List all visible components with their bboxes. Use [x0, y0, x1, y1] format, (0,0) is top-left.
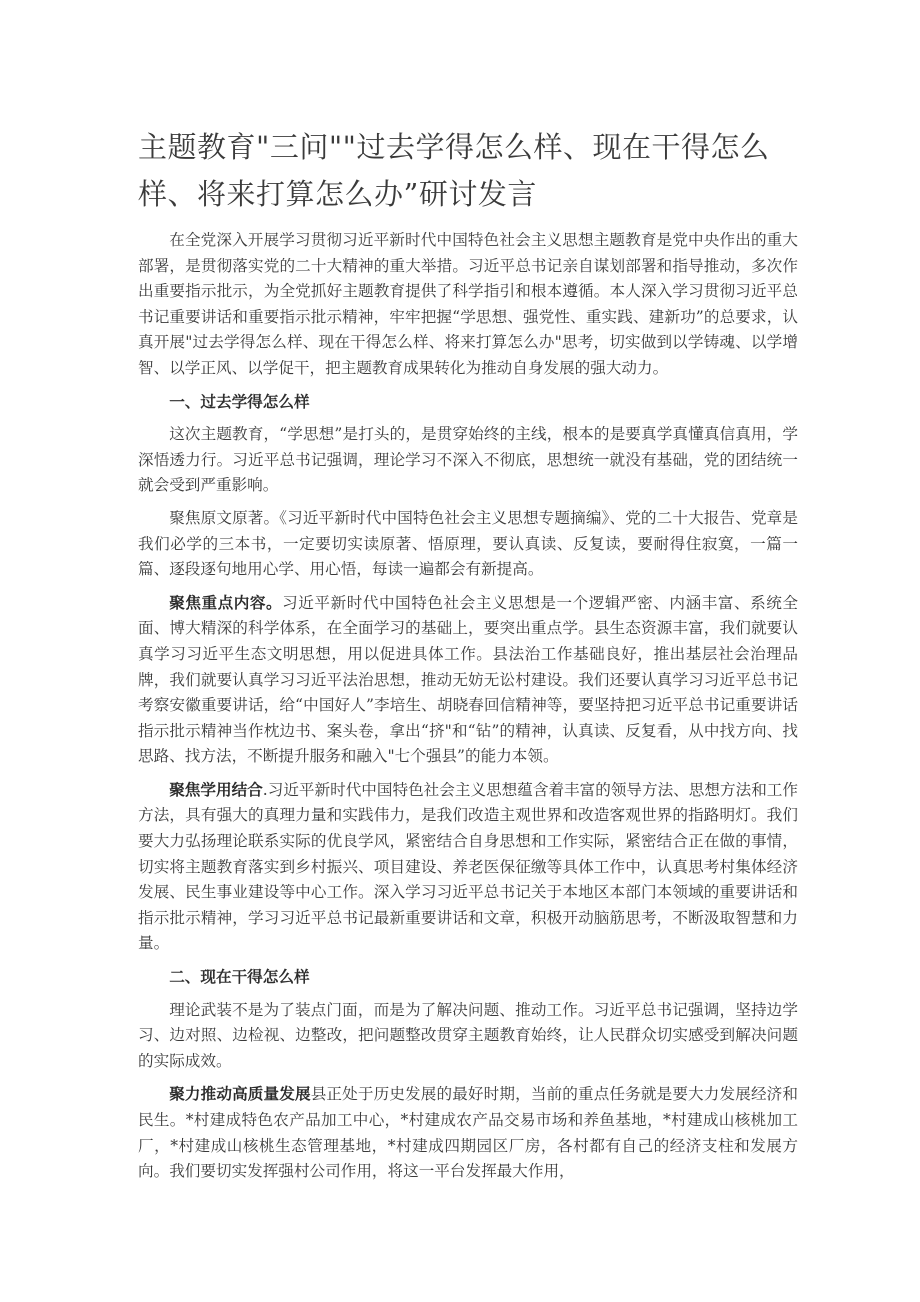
section2-paragraph-1: 理论武装不是为了装点门面，而是为了解决问题、推动工作。习近平总书记强调，坚持边学习、边对照、边检视、边整改，把问题整改贯穿主题教育始终，让人民群众切实感受到解决问题的实际成效。 [138, 1000, 798, 1070]
section1-paragraph-1: 这次主题教育，“学思想”是打头的，是贯穿始终的主线，根本的是要真学真懂真信真用，学深悟透力行。习近平总书记强调，理论学习不深入不彻底，思想统一就没有基础，党的团结统一就会受到严重影响。 [138, 425, 798, 495]
document-title: 主题教育"三问""过去学得怎么样、现在干得怎么样、将来打算怎么办”研讨发言 [138, 130, 770, 211]
paragraph-text: .习近平新时代中国特色社会主义思想蕴含着丰富的领导方法、思想方法和工作方法，具有强大的真理力量和实践伟力，是我们改造主观世界和改造客观世界的指路明灯。我们要大力弘扬理论联系实际的优良学风，紧密结合自身思想和工作实际，紧密结合正在做的事情，切实将主题教育落实到乡村振兴、项目建设、养老医保征缴等具体工作中，认真思考村集体经济发展、民生事业建设等中心工作。深入学习习近平总书记关于本地区本部门本领域的重要讲话和指示批示精神，学习习近平总书记最新重要讲话和文章，积极开动脑筋思考，不断汲取智慧和力量。 [138, 780, 798, 953]
paragraph-lead: 聚焦原文原著。 [169, 508, 280, 527]
section2-paragraph-2 [138, 1081, 798, 1184]
paragraph-lead: 聚焦重点内容。 [169, 592, 283, 612]
section1-paragraph-3 [138, 590, 798, 770]
paragraph-lead: 聚焦学用结合 [169, 779, 263, 799]
document-body [138, 228, 798, 1192]
paragraph-text: 县正处于历史发展的最好时期，当前的重点任务就是要大力发展经济和民生。*村建成特色农产品加工中心，*村建成农产品交易市场和养鱼基地，*村建成山核桃加工厂，*村建成山核桃生态管理基地，*村建成四期园区厂房，各村都有自己的经济支柱和发展方向。我们要切实发挥强村公司作用，将这一平台发挥最大作用， [138, 1085, 798, 1181]
section-heading-1: 一、过去学得怎么样 [169, 391, 310, 411]
section1-paragraph-4 [138, 777, 798, 957]
paragraph-text: 习近平新时代中国特色社会主义思想是一个逻辑严密、内涵丰富、系统全面、博大精深的科学体系，在全面学习的基础上，要突出重点学。县生态资源丰富，我们就要认真学习习近平生态文明思想，用以促进具体工作。县法治工作基础良好，推出基层社会治理品牌，我们就要认真学习习近平法治思想，推动无妨无讼村建设。我们还要认真学习习近平总书记考察安徽重要讲话，给“中国好人”李培生、胡晓春回信精神等，要坚持把习近平总书记重要讲话指示批示精神当作枕边书、案头卷，拿出“挤"和“钻”的精神，认真读、反复看，从中找方向、找思路、找方法，不断提升服务和融入"七个强县”的能力本领。 [138, 593, 798, 766]
intro-paragraph: 在全党深入开展学习贯彻习近平新时代中国特色社会主义思想主题教育是党中央作出的重大部署，是贯彻落实党的二十大精神的重大举措。习近平总书记亲自谋划部署和指导推动，多次作出重要指示批示，为全党抓好主题教育提供了科学指引和根本遵循。本人深入学习贯彻习近平总书记重要讲话和重要指示批示精神，牢牢把握“学思想、强党性、重实践、建新功”的总要求，认真开展"过去学得怎么样、现在干得怎么样、将来打算怎么办"思考，切实做到以学铸魂、以学增智、以学正风、以学促干，把主题教育成果转化为推动自身发展的强大动力。 [138, 231, 798, 377]
section-heading-2: 二、现在干得怎么样 [169, 967, 310, 987]
paragraph-lead: 聚力推动高质量发展 [169, 1084, 311, 1104]
paragraph-text: 《习近平新时代中国特色社会主义思想专题摘编》、党的二十大报告、党章是我们必学的三本书，一定要切实读原著、悟原理，要认真读、反复读，要耐得住寂寞，一篇一篇、逐段逐句地用心学、用心悟，每读一遍都会有新提高。 [138, 508, 798, 579]
section1-paragraph-2 [138, 506, 798, 583]
